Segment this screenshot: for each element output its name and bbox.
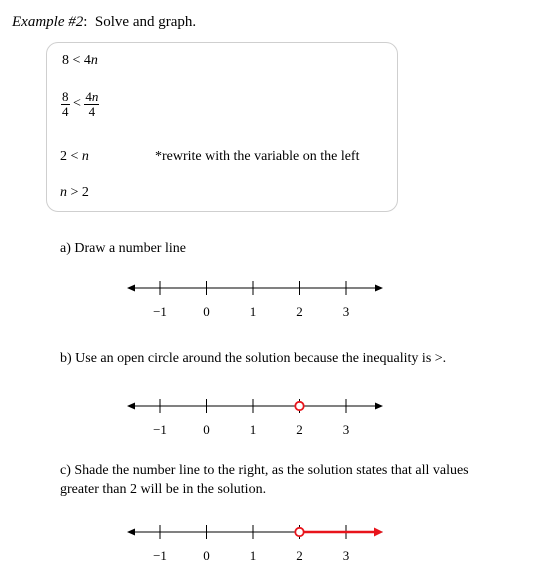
tick-label: 2: [296, 548, 303, 563]
tick-label: 1: [249, 548, 257, 563]
left-arrowhead: [127, 529, 135, 536]
line1-op: <: [69, 53, 84, 68]
line1-coef: 4: [83, 53, 91, 68]
step-c-text: [60, 461, 540, 499]
solution-line-1: [62, 53, 98, 69]
tick-label: 3: [342, 548, 350, 563]
line3-op: <: [67, 149, 82, 164]
line4-right: 2: [81, 185, 89, 200]
line2-op: <: [73, 96, 81, 112]
line3-left: 2: [60, 149, 67, 164]
fraction-right-coef: 4: [85, 89, 92, 104]
solution-box: [46, 42, 398, 212]
fraction-right-numerator: [84, 90, 99, 105]
step-c-line-1: c) Shade the number line to the right, as the solution states that all values: [60, 463, 469, 478]
tick-label: −1: [153, 304, 167, 319]
number-line-a: [0, 270, 555, 320]
left-arrowhead: [127, 403, 135, 410]
fraction-right: [84, 90, 99, 118]
number-line-c: [0, 514, 555, 564]
fraction-left: [61, 90, 70, 118]
step-c-line-2: greater than 2 will be in the solution.: [60, 482, 267, 497]
open-circle: [295, 528, 303, 536]
tick-label: 1: [249, 304, 257, 319]
fraction-right-var: n: [91, 89, 99, 104]
tick-label: 0: [203, 422, 210, 437]
line3-var: n: [81, 149, 89, 164]
tick-label: −1: [153, 422, 167, 437]
line4-op: >: [67, 185, 82, 200]
line4-var: n: [60, 185, 67, 200]
tick-label: 0: [203, 548, 210, 563]
fraction-left-denominator: 4: [62, 103, 69, 119]
tick-label: 0: [203, 304, 210, 319]
solution-line-3: [60, 149, 89, 165]
tick-label: 2: [296, 304, 303, 319]
tick-label: 3: [342, 422, 350, 437]
right-arrowhead: [375, 285, 383, 292]
right-arrowhead: [375, 403, 383, 410]
rewrite-note: *rewrite with the variable on the left: [155, 149, 360, 164]
fraction-left-numerator: 8: [62, 89, 69, 104]
example-label: Example #2: [12, 14, 84, 30]
solution-line-4: [60, 185, 89, 201]
tick-label: 2: [296, 422, 303, 437]
step-a-text: a) Draw a number line: [60, 241, 186, 256]
tick-label: −1: [153, 548, 167, 563]
example-instruction: Solve and graph.: [94, 14, 197, 30]
line1-left: 8: [62, 53, 69, 68]
tick-label: 1: [249, 422, 257, 437]
solution-line-2: [61, 90, 99, 118]
left-arrowhead: [127, 285, 135, 292]
solution-arrowhead: [374, 528, 383, 537]
open-circle: [295, 402, 303, 410]
fraction-right-denominator: 4: [88, 103, 96, 119]
number-line-b: [0, 388, 555, 438]
example-title: [12, 14, 196, 31]
tick-label: 3: [342, 304, 350, 319]
line1-var: n: [90, 53, 98, 68]
step-b-text: b) Use an open circle around the solution because the inequality is >.: [60, 351, 447, 366]
example-colon: :: [83, 14, 88, 30]
